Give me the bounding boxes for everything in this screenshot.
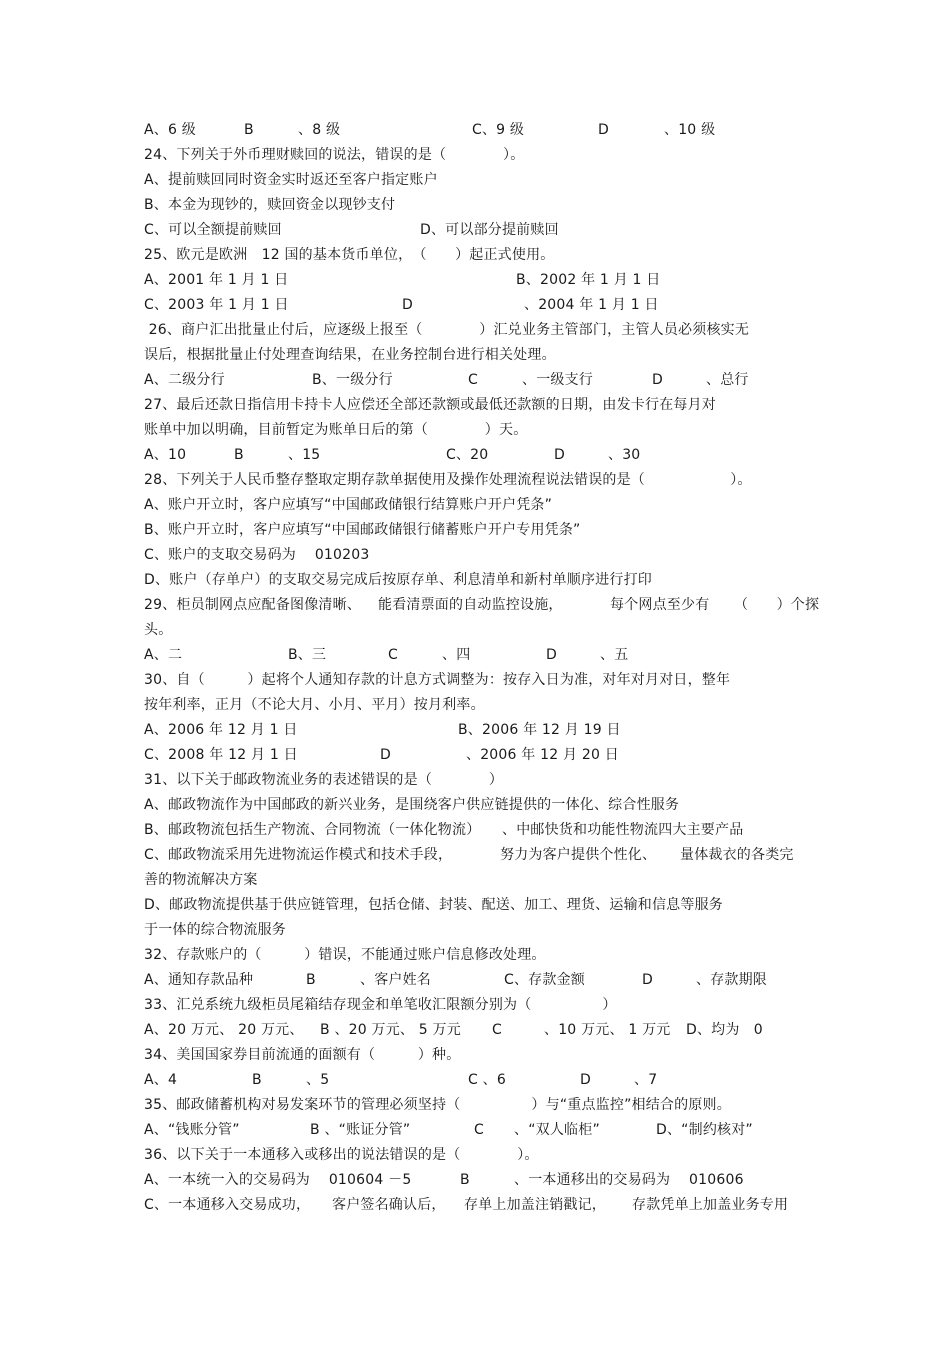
text-segment: B、一级分行	[312, 372, 393, 388]
text-segment: A、“钱账分管”	[144, 1122, 240, 1138]
text-line: C、账户的支取交易码为 010203	[144, 547, 370, 563]
text-line: D、邮政物流提供基于供应链管理，包括仓储、封装、配送、加工、理货、运输和信息等服务	[144, 897, 723, 913]
text-segment: B 、“账证分管”	[310, 1122, 411, 1138]
text-segment: C	[474, 1122, 484, 1138]
text-segment: （ ）个探	[734, 597, 820, 613]
text-segment: C 、6	[468, 1072, 506, 1088]
text-segment: D、均为 0	[686, 1022, 763, 1038]
text-segment: D	[652, 372, 663, 388]
text-segment: 客户签名确认后，	[332, 1197, 446, 1213]
text-line: 28、下列关于人民币整存整取定期存款单据使用及操作处理流程说法错误的是（ ）。	[144, 472, 752, 488]
text-segment: D	[402, 297, 413, 313]
text-segment: 、中邮快货和功能性物流四大主要产品	[502, 822, 744, 838]
text-segment: 能看清票面的自动监控设施，	[378, 597, 563, 613]
text-line: 于一体的综合物流服务	[144, 922, 286, 938]
text-segment: D	[380, 747, 391, 763]
text-segment: 、五	[600, 647, 629, 663]
text-segment: 、存款期限	[696, 972, 767, 988]
text-segment: D	[598, 122, 609, 138]
text-line: B、账户开立时，客户应填写“中国邮政储银行储蓄账户开户专用凭条”	[144, 522, 581, 538]
text-line: 头。	[144, 622, 173, 638]
text-segment: B、2006 年 12 月 19 日	[458, 722, 621, 738]
text-segment: D	[554, 447, 565, 463]
text-segment: 、8 级	[298, 122, 341, 138]
text-segment: A、二级分行	[144, 372, 225, 388]
text-segment: C	[388, 647, 398, 663]
text-segment: A、10	[144, 447, 187, 463]
text-line: 24、下列关于外币理财赎回的说法，错误的是（ ）。	[144, 147, 525, 163]
text-line: A、提前赎回同时资金实时返还至客户指定账户	[144, 172, 438, 188]
text-line: 善的物流解决方案	[144, 872, 258, 888]
text-segment: B 、20 万元、 5 万元	[320, 1022, 461, 1038]
text-line: 误后，根据批量止付处理查询结果，在业务控制台进行相关处理。	[144, 347, 556, 363]
text-line: 32、存款账户的（ ）错误，不能通过账户信息修改处理。	[144, 947, 546, 963]
text-line: 27、最后还款日指信用卡持卡人应偿还全部还款额或最低还款额的日期，由发卡行在每月对	[144, 397, 717, 413]
text-line: 30、自（ ）起将个人通知存款的计息方式调整为：按存入日为准，对年对月对日，整年	[144, 672, 731, 688]
text-segment: B	[252, 1072, 262, 1088]
text-segment: 、客户姓名	[360, 972, 431, 988]
text-segment: D	[642, 972, 653, 988]
text-segment: A、一本统一入的交易码为 010604 －5	[144, 1172, 412, 1188]
text-segment: A、通知存款品种	[144, 972, 254, 988]
text-line: 账单中加以明确，目前暂定为账单日后的第（ ）天。	[144, 422, 528, 438]
text-segment: A、二	[144, 647, 183, 663]
text-line: D、账户（存单户）的支取交易完成后按原存单、利息清单和新村单顺序进行打印	[144, 572, 652, 588]
text-segment: C	[468, 372, 478, 388]
text-segment: C、9 级	[472, 122, 525, 138]
text-segment: C、存款金额	[504, 972, 585, 988]
text-line: 34、美国国家券目前流通的面额有（ ）种。	[144, 1047, 461, 1063]
text-line: 31、以下关于邮政物流业务的表述错误的是（ ）	[144, 772, 504, 788]
text-segment: B、邮政物流包括生产物流、合同物流（一体化物流）	[144, 822, 481, 838]
text-line: B、本金为现钞的，赎回资金以现钞支付	[144, 197, 396, 213]
text-segment: 、10 级	[664, 122, 716, 138]
text-line: 33、汇兑系统九级柜员尾箱结存现金和单笔收汇限额分别为（ ）	[144, 997, 617, 1013]
text-segment: 存款凭单上加盖业务专用	[632, 1197, 789, 1213]
text-segment: 、30	[608, 447, 641, 463]
text-segment: 、15	[288, 447, 321, 463]
text-segment: C、2003 年 1 月 1 日	[144, 297, 289, 313]
text-segment: 、四	[442, 647, 471, 663]
text-line: 25、欧元是欧洲 12 国的基本货币单位， （ ）起正式使用。	[144, 247, 555, 263]
text-segment: B	[306, 972, 316, 988]
text-line: 按年利率，正月（不论大月、小月、平月）按月利率。	[144, 697, 485, 713]
text-segment: 努力为客户提供个性化、	[500, 847, 657, 863]
text-segment: 存单上加盖注销戳记，	[464, 1197, 606, 1213]
text-segment: B	[460, 1172, 470, 1188]
text-segment: 、2004 年 1 月 1 日	[524, 297, 659, 313]
text-segment: B	[234, 447, 244, 463]
text-line: 26、商户汇出批量止付后，应逐级上报至（ ）汇兑业务主管部门，主管人员必须核实无	[144, 322, 750, 338]
text-segment: D	[580, 1072, 591, 1088]
text-segment: D	[546, 647, 557, 663]
text-segment: 、7	[634, 1072, 658, 1088]
text-segment: C	[492, 1022, 502, 1038]
text-segment: A、2001 年 1 月 1 日	[144, 272, 289, 288]
text-segment: 、10 万元、 1 万元	[544, 1022, 671, 1038]
text-segment: B、2002 年 1 月 1 日	[516, 272, 661, 288]
text-segment: C、一本通移入交易成功，	[144, 1197, 311, 1213]
text-segment: D、“制约核对”	[656, 1122, 753, 1138]
text-segment: 、一本通移出的交易码为 010606	[514, 1172, 744, 1188]
text-line: 36、以下关于一本通移入或移出的说法错误的是（ ）。	[144, 1147, 539, 1163]
text-segment: B	[244, 122, 254, 138]
text-segment: 29、柜员制网点应配备图像清晰、	[144, 597, 362, 613]
text-segment: C、2008 年 12 月 1 日	[144, 747, 298, 763]
text-segment: C、20	[446, 447, 489, 463]
text-segment: C、可以全额提前赎回	[144, 222, 282, 238]
text-segment: 、5	[306, 1072, 330, 1088]
text-segment: A、2006 年 12 月 1 日	[144, 722, 298, 738]
text-segment: 、一级支行	[522, 372, 593, 388]
text-segment: A、20 万元、 20 万元、	[144, 1022, 304, 1038]
text-line: A、邮政物流作为中国邮政的新兴业务，是围绕客户供应链提供的一体化、综合性服务	[144, 797, 680, 813]
text-segment: 、“双人临柜”	[514, 1122, 600, 1138]
text-segment: A、6 级	[144, 122, 196, 138]
text-segment: A、4	[144, 1072, 178, 1088]
text-segment: D、可以部分提前赎回	[420, 222, 559, 238]
text-segment: B、三	[288, 647, 327, 663]
text-segment: 量体裁衣的各类完	[680, 847, 794, 863]
text-segment: C、邮政物流采用先进物流运作模式和技术手段，	[144, 847, 453, 863]
text-line: 35、邮政储蓄机构对易发案环节的管理必须坚持（ ）与“重点监控”相结合的原则。	[144, 1097, 731, 1113]
text-segment: 、2006 年 12 月 20 日	[466, 747, 619, 763]
text-segment: 、总行	[706, 372, 749, 388]
text-segment: 每个网点至少有	[610, 597, 710, 613]
text-line: A、账户开立时，客户应填写“中国邮政储银行结算账户开户凭条”	[144, 497, 553, 513]
